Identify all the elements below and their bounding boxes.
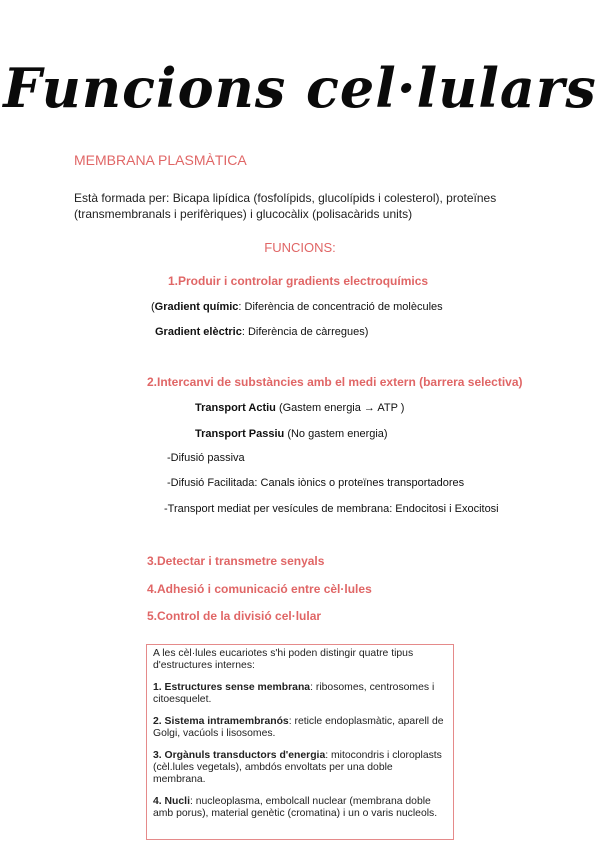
transport-passiu-label: Transport Passiu — [195, 428, 285, 440]
gradient-electric-label: Gradient elèctric — [155, 326, 242, 338]
transport-passiu-text: (No gastem energia) — [284, 428, 388, 440]
function-4-heading: 4.Adhesió i comunicació entre cèl·lules — [147, 582, 372, 596]
function-3-heading: 3.Detectar i transmetre senyals — [147, 554, 325, 568]
box-item-1 — [153, 682, 447, 706]
box-item-3-label: 3. Orgànuls transductors d'energia — [153, 750, 326, 761]
function-2-heading: 2.Intercanvi de substàncies amb el medi extern (barrera selectiva) — [147, 375, 523, 389]
box-item-2 — [153, 716, 447, 740]
intro-line-2: (transmembranals i perifèriques) i glucocàlix (polisacàrids units) — [74, 207, 413, 221]
box-item-4-label: 4. Nucli — [153, 796, 190, 807]
page-title: Funcions cel·lulars — [3, 56, 597, 120]
difusio-facilitada: -Difusió Facilitada: Canals iònics o proteïnes transportadores — [167, 477, 465, 489]
gradient-quimic-prefix: ( — [151, 301, 155, 313]
eukaryote-structures-box — [146, 644, 454, 840]
intro-line-1: Està formada per: Bicapa lipídica (fosfolípids, glucolípids i colesterol), proteïnes — [74, 191, 497, 205]
function-1-heading: 1.Produir i controlar gradients electroquímics — [168, 274, 429, 288]
box-item-2-label: 2. Sistema intramembranós — [153, 716, 289, 727]
transport-actiu-text: (Gastem energia → ATP ) — [275, 402, 405, 414]
transport-passiu-line — [195, 428, 388, 440]
transport-vesicules: -Transport mediat per vesícules de membrana: Endocitosi i Exocitosi — [164, 503, 499, 515]
gradient-electric-text: : Diferència de càrregues) — [241, 326, 369, 338]
box-item-3 — [153, 750, 447, 786]
box-intro: A les cèl·lules eucariotes s'hi poden distingir quatre tipus d'estructures internes: — [153, 648, 414, 671]
box-item-1-text: : ribosomes, centrosomes i citoesquelet. — [153, 682, 435, 705]
box-item-2-text: : reticle endoplasmàtic, aparell de Golgi, vacúols i lisosomes. — [153, 716, 444, 739]
intro-paragraph — [74, 190, 496, 222]
transport-actiu-line — [195, 402, 404, 414]
function-5-heading: 5.Control de la divisió cel·lular — [147, 609, 322, 623]
box-item-4-text: : nucleoplasma, embolcall nuclear (membrana doble amb porus), material genètic (cromatina) i un o varis nucleols. — [153, 796, 438, 819]
gradient-electric-line — [155, 326, 368, 338]
section-title: MEMBRANA PLASMÀTICA — [74, 152, 247, 168]
gradient-quimic-line — [151, 301, 443, 313]
gradient-quimic-label: Gradient químic — [154, 301, 239, 313]
difusio-passiva: -Difusió passiva — [167, 452, 245, 464]
gradient-quimic-text: : Diferència de concentració de molècules — [238, 301, 443, 313]
box-item-3-text: : mitocondris i cloroplasts (cèl.lules vegetals), ambdós envoltats per una doble membrana. — [153, 750, 442, 785]
box-item-4 — [153, 796, 447, 820]
box-item-1-label: 1. Estructures sense membrana — [153, 682, 311, 693]
funcions-heading: FUNCIONS: — [264, 240, 336, 255]
transport-actiu-label: Transport Actiu — [195, 402, 276, 414]
